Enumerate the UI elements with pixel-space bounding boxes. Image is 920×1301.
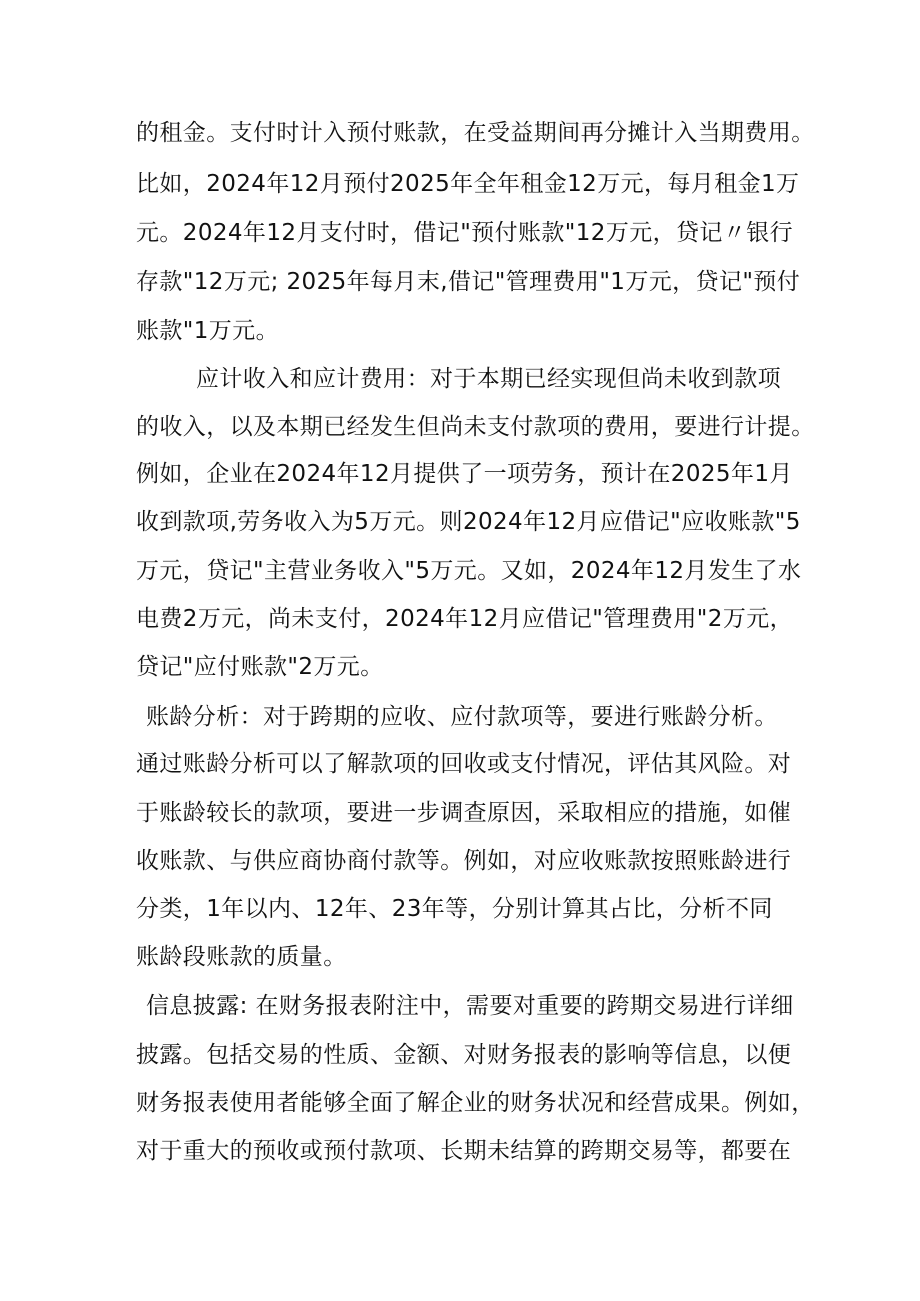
text-line: 分类，1年以内、12年、23年等，分别计算其占比，分析不同 <box>136 896 773 922</box>
text-line: 披露。包括交易的性质、金额、对财务报表的影响等信息，以便 <box>136 1042 792 1068</box>
text-line: 比如，2024年12月预付2025年全年租金12万元，每月租金1万 <box>136 171 800 197</box>
text-line: 通过账龄分析可以了解款项的回收或支付情况，评估其风险。对 <box>136 751 792 777</box>
text-line: 万元，贷记"主营业务收入"5万元。又如，2024年12月发生了水 <box>136 558 802 584</box>
text-line: 收到款项,劳务收入为5万元。则2024年12月应借记"应收账款"5 <box>136 509 801 535</box>
text-line: 元。2024年12月支付时，借记"预付账款"12万元，贷记〃银行 <box>136 220 794 246</box>
text-line: 财务报表使用者能够全面了解企业的财务状况和经营成果。例如， <box>136 1090 815 1116</box>
text-line: 于账龄较长的款项，要进一步调查原因，采取相应的措施，如催 <box>136 800 792 826</box>
text-line: 的租金。支付时计入预付账款，在受益期间再分摊计入当期费用。 <box>136 120 815 146</box>
text-line: 账款"1万元。 <box>136 318 280 344</box>
paragraph-heading-line: 应计收入和应计费用：对于本期已经实现但尚未收到款项 <box>196 366 781 392</box>
text-line: 收账款、与供应商协商付款等。例如，对应收账款按照账龄进行 <box>136 848 792 874</box>
text-line: 电费2万元，尚未支付，2024年12月应借记"管理费用"2万元， <box>136 606 794 632</box>
text-line: 例如，企业在2024年12月提供了一项劳务，预计在2025年1月 <box>136 461 793 487</box>
text-line: 账龄段账款的质量。 <box>136 944 347 970</box>
text-line: 的收入，以及本期已经发生但尚未支付款项的费用，要进行计提。 <box>136 414 815 440</box>
text-line: 对于重大的预收或预付款项、长期未结算的跨期交易等，都要在 <box>136 1138 792 1164</box>
paragraph-heading-line: 账龄分析：对于跨期的应收、应付款项等，要进行账龄分析。 <box>146 704 778 730</box>
paragraph-heading-line: 信息披露: 在财务报表附注中，需要对重要的跨期交易进行详细 <box>146 993 794 1019</box>
text-line: 贷记"应付账款"2万元。 <box>136 654 384 680</box>
text-line: 存款"12万元; 2025年每月末,借记"管理费用"1万元，贷记"预付 <box>136 269 801 295</box>
